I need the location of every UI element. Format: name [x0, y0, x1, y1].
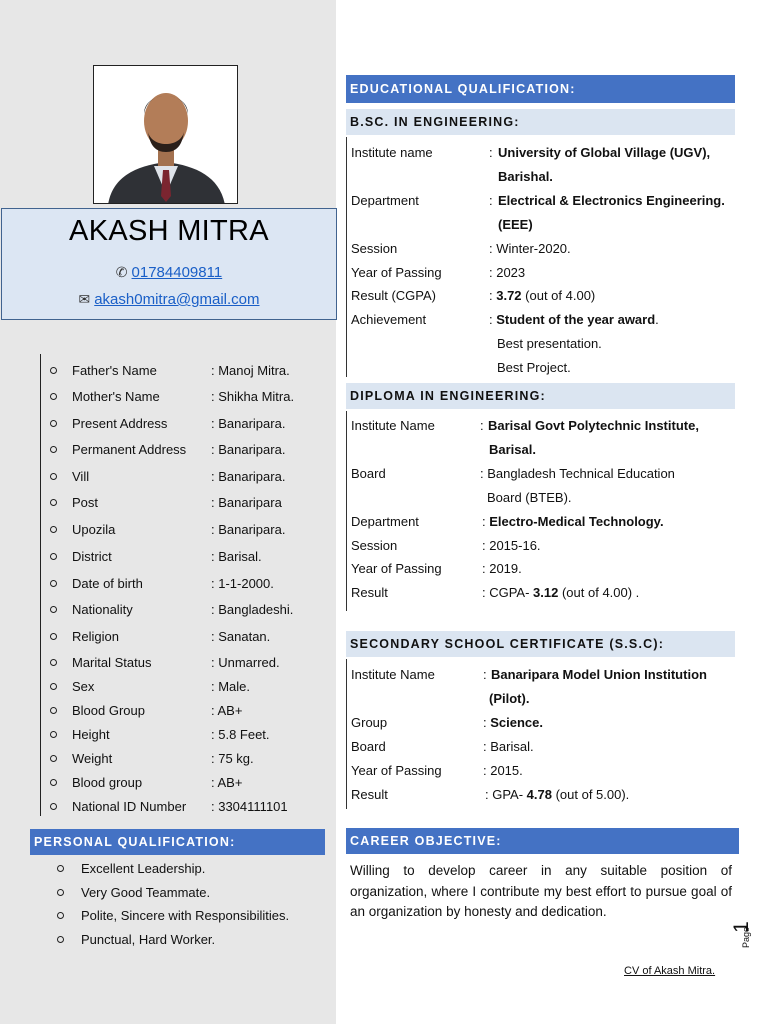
ssc-group-label: Group — [351, 715, 388, 730]
personal-info-row — [41, 519, 331, 539]
personal-info-row — [41, 724, 331, 744]
diploma-institute-label: Institute Name — [351, 418, 435, 433]
circle-bullet-icon — [50, 803, 57, 810]
diploma-board-line2: Board (BTEB). — [487, 490, 572, 505]
personal-info-label: Blood Group — [72, 702, 145, 718]
ssc-group-name: Science. — [490, 715, 543, 730]
circle-bullet-icon — [50, 683, 57, 690]
personal-qualification-item — [57, 908, 289, 923]
personal-info-value: : Banaripara. — [211, 521, 286, 537]
bsc-achievement-label: Achievement — [351, 312, 427, 327]
footer-caption: CV of Akash Mitra. — [624, 965, 716, 977]
circle-bullet-icon — [57, 865, 64, 872]
personal-info-label: Mother's Name — [72, 388, 160, 404]
personal-qualification-text: Excellent Leadership. — [81, 861, 206, 876]
circle-bullet-icon — [57, 912, 64, 919]
ssc-institute-label: Institute Name — [351, 667, 435, 682]
personal-info-value: : Manoj Mitra. — [211, 362, 290, 378]
page-number: 1 — [729, 921, 753, 933]
personal-info-label: Date of birth — [72, 575, 143, 591]
circle-bullet-icon — [50, 633, 57, 640]
bsc-institute-label: Institute name — [351, 145, 433, 160]
bsc-result-label: Result (CGPA) — [351, 288, 436, 303]
personal-info-row — [41, 360, 331, 380]
personal-info-value: : Sanatan. — [211, 628, 271, 644]
personal-info-list — [40, 354, 330, 816]
personal-info-value: : Bangladeshi. — [211, 601, 294, 617]
bsc-session-label: Session — [351, 241, 398, 256]
personal-info-value: : 5.8 Feet. — [211, 726, 270, 742]
personal-info-row — [41, 546, 331, 566]
email-row — [2, 291, 336, 308]
personal-info-label: Upozila — [72, 521, 116, 537]
personal-info-label: Present Address — [72, 415, 168, 431]
ssc-year-label: Year of Passing — [351, 763, 442, 778]
personal-qualification-heading: PERSONAL QUALIFICATION: — [30, 829, 325, 855]
personal-info-row — [41, 796, 331, 816]
diploma-session-label: Session — [351, 538, 398, 553]
ssc-institute-colon: : — [483, 667, 487, 682]
ssc-institute-line1: Banaripara Model Union Institution — [491, 667, 707, 682]
diploma-department-name: Electro-Medical Technology. — [489, 514, 664, 529]
circle-bullet-icon — [50, 606, 57, 613]
personal-info-row — [41, 413, 331, 433]
bsc-heading: B.SC. IN ENGINEERING: — [346, 109, 735, 135]
personal-info-label: Permanent Address — [72, 441, 187, 457]
personal-info-row — [41, 772, 331, 792]
circle-bullet-icon — [50, 659, 57, 666]
personal-info-label: Weight — [72, 750, 113, 766]
personal-info-row — [41, 599, 331, 619]
ssc-gpa: 4.78 — [526, 787, 552, 802]
diploma-department-value: : Electro-Medical Technology. — [482, 514, 664, 529]
personal-info-row — [41, 492, 331, 512]
bsc-result-value: : 3.72 (out of 4.00) — [489, 288, 596, 303]
circle-bullet-icon — [50, 526, 57, 533]
bsc-achievement-line1: : Student of the year award. — [489, 312, 659, 327]
name-card — [1, 208, 337, 320]
diploma-year-value: : 2019. — [482, 561, 522, 576]
bsc-year-value: : 2023 — [489, 265, 526, 280]
personal-info-value: : Banaripara — [211, 494, 282, 510]
bsc-year-label: Year of Passing — [351, 265, 442, 280]
personal-info-label: National ID Number — [72, 798, 187, 814]
personal-info-row — [41, 386, 331, 406]
envelope-icon: ✉ — [78, 291, 91, 307]
personal-info-label: Post — [72, 494, 99, 510]
personal-info-row — [41, 652, 331, 672]
diploma-result-label: Result — [351, 585, 388, 600]
diploma-institute-line2: Barisal. — [489, 442, 536, 457]
personal-info-value: : Shikha Mitra. — [211, 388, 295, 404]
bsc-institute-line2: Barishal. — [498, 169, 553, 184]
personal-info-value: : Unmarred. — [211, 654, 280, 670]
personal-info-row — [41, 466, 331, 486]
diploma-year-label: Year of Passing — [351, 561, 442, 576]
diploma-board-label: Board — [351, 466, 386, 481]
circle-bullet-icon — [50, 473, 57, 480]
bsc-divider — [346, 137, 347, 377]
ssc-board-label: Board — [351, 739, 386, 754]
email-link[interactable]: akash0mitra@gmail.com — [94, 291, 260, 308]
personal-qualification-text: Very Good Teammate. — [81, 885, 211, 900]
page-label: Page — [741, 926, 751, 948]
bsc-institute-line1: University of Global Village (UGV), — [498, 145, 711, 160]
ssc-result-value — [485, 787, 629, 802]
personal-info-label: Vill — [72, 468, 90, 484]
personal-info-row — [41, 676, 331, 696]
bsc-cgpa-suffix: (out of 4.00) — [521, 288, 596, 303]
personal-info-value: : Male. — [211, 678, 251, 694]
personal-info-row — [41, 626, 331, 646]
bsc-department-colon: : — [489, 193, 493, 208]
personal-info-value: : AB+ — [211, 702, 243, 718]
personal-info-label: Height — [72, 726, 110, 742]
diploma-board-line1: : Bangladesh Technical Education — [480, 466, 675, 481]
career-objective-text: Willing to develop career in any suitable position of organization, where I contribute my best effort to pursue goal of an organization by honesty and dedication. — [350, 863, 732, 919]
personal-info-value: : Banaripara. — [211, 441, 286, 457]
bsc-department-line1: Electrical & Electronics Engineering. — [498, 193, 725, 208]
circle-bullet-icon — [50, 499, 57, 506]
ssc-year-value: : 2015. — [483, 763, 523, 778]
diploma-heading: DIPLOMA IN ENGINEERING: — [346, 383, 735, 409]
personal-info-row — [41, 439, 331, 459]
circle-bullet-icon — [50, 755, 57, 762]
ssc-group-value: : Science. — [483, 715, 543, 730]
personal-qualification-text: Polite, Sincere with Responsibilities. — [81, 908, 290, 923]
circle-bullet-icon — [50, 393, 57, 400]
ssc-institute-line2: (Pilot). — [489, 691, 530, 706]
personal-info-value: : 1-1-2000. — [211, 575, 274, 591]
bsc-achievement-award: Student of the year award — [496, 312, 656, 327]
personal-info-value: : 3304111101 — [211, 798, 288, 814]
profile-photo — [93, 65, 238, 204]
bsc-department-line2: (EEE) — [498, 217, 533, 232]
personal-info-label: Marital Status — [72, 654, 152, 670]
diploma-session-value: : 2015-16. — [482, 538, 541, 553]
personal-qualification-item — [57, 932, 215, 947]
bsc-department-label: Department — [351, 193, 419, 208]
career-objective-heading: CAREER OBJECTIVE: — [346, 828, 739, 854]
ssc-result-label: Result — [351, 787, 388, 802]
personal-info-label: Father's Name — [72, 362, 157, 378]
bsc-achievement-line2: Best presentation. — [497, 336, 602, 351]
diploma-cgpa-suffix: (out of 4.00) . — [558, 585, 640, 600]
personal-qualification-item — [57, 885, 210, 900]
phone-link[interactable]: 01784409811 — [131, 264, 223, 281]
educational-qualification-heading: EDUCATIONAL QUALIFICATION: — [346, 75, 735, 103]
ssc-result-prefix: : GPA- — [485, 787, 527, 802]
ssc-heading: SECONDARY SCHOOL CERTIFICATE (S.S.C): — [346, 631, 735, 657]
personal-info-row — [41, 700, 331, 720]
personal-info-value: : Banaripara. — [211, 468, 286, 484]
bsc-institute-colon: : — [489, 145, 493, 160]
ssc-divider — [346, 659, 347, 809]
circle-bullet-icon — [50, 731, 57, 738]
diploma-result-prefix: : CGPA- — [482, 585, 534, 600]
diploma-institute-line1: Barisal Govt Polytechnic Institute, — [488, 418, 699, 433]
circle-bullet-icon — [50, 580, 57, 587]
personal-info-label: Nationality — [72, 601, 133, 617]
diploma-divider — [346, 411, 347, 611]
ssc-gpa-suffix: (out of 5.00). — [551, 787, 630, 802]
circle-bullet-icon — [50, 779, 57, 786]
circle-bullet-icon — [57, 936, 64, 943]
personal-info-label: Blood group — [72, 774, 143, 790]
candidate-name: AKASH MITRA — [69, 215, 269, 247]
bsc-achievement-line3: Best Project. — [497, 360, 571, 375]
circle-bullet-icon — [50, 446, 57, 453]
personal-info-value: : Barisal. — [211, 548, 262, 564]
phone-row — [2, 264, 336, 281]
diploma-cgpa: 3.12 — [533, 585, 559, 600]
diploma-result-value — [482, 585, 639, 600]
ssc-board-value: : Barisal. — [483, 739, 534, 754]
personal-info-value: : Banaripara. — [211, 415, 286, 431]
personal-info-row — [41, 573, 331, 593]
personal-info-label: Sex — [72, 678, 95, 694]
diploma-institute-colon: : — [480, 418, 484, 433]
diploma-department-label: Department — [351, 514, 419, 529]
personal-info-value: : 75 kg. — [211, 750, 254, 766]
bsc-cgpa: 3.72 — [496, 288, 522, 303]
circle-bullet-icon — [50, 367, 57, 374]
bsc-session-value: : Winter-2020. — [489, 241, 571, 256]
circle-bullet-icon — [50, 553, 57, 560]
circle-bullet-icon — [57, 889, 64, 896]
circle-bullet-icon — [50, 420, 57, 427]
personal-info-label: District — [72, 548, 112, 564]
personal-info-label: Religion — [72, 628, 119, 644]
circle-bullet-icon — [50, 707, 57, 714]
personal-info-row — [41, 748, 331, 768]
personal-info-value: : AB+ — [211, 774, 243, 790]
phone-icon: ✆ — [115, 264, 128, 280]
personal-qualification-text: Punctual, Hard Worker. — [81, 932, 216, 947]
personal-qualification-item — [57, 861, 205, 876]
